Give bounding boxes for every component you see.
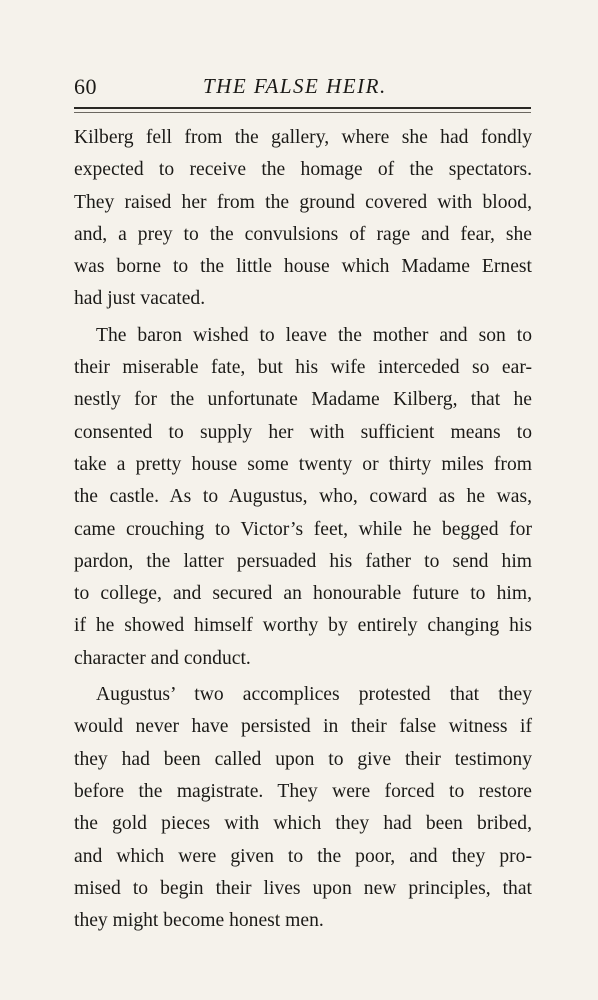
- text-line: came crouching to Victor’s feet, while he begged for: [74, 518, 532, 540]
- text-line: the gold pieces with which they had been bribed,: [74, 813, 532, 835]
- text-line: Kilberg fell from the gallery, where she had fondly: [74, 127, 532, 148]
- text-line: expected to receive the homage of the spectators.: [74, 159, 532, 181]
- body-text: [74, 122, 532, 937]
- text-line: mised to begin their lives upon new principles, that: [74, 877, 532, 899]
- text-line: to college, and secured an honourable future to him,: [74, 583, 532, 605]
- text-line: they might become honest men.: [74, 910, 324, 932]
- text-line: was borne to the little house which Madame Ernest: [74, 256, 532, 278]
- running-head: THE FALSE HEIR.: [203, 74, 387, 98]
- header-rule: [74, 107, 531, 109]
- header-rule-thin: [74, 112, 531, 113]
- text-line: the castle. As to Augustus, who, coward as he was,: [74, 486, 532, 508]
- text-line: They raised her from the ground covered with blood,: [74, 191, 532, 213]
- text-line: pardon, the latter persuaded his father to send him: [74, 550, 532, 572]
- text-line: their miserable fate, but his wife interceded so ear-: [74, 357, 532, 379]
- paragraph: [74, 679, 532, 937]
- text-line: and which were given to the poor, and they pro-: [74, 845, 532, 867]
- text-line: The baron wished to leave the mother and son to: [96, 324, 532, 346]
- text-line: consented to supply her with sufficient means to: [74, 421, 532, 443]
- text-line: had just vacated.: [74, 288, 206, 310]
- text-line: if he showed himself worthy by entirely changing his: [74, 615, 532, 637]
- page-number: 60: [74, 74, 97, 99]
- text-line: and, a prey to the convulsions of rage and fear, she: [74, 223, 532, 245]
- text-line: Augustus’ two accomplices protested that they: [96, 684, 532, 706]
- text-line: would never have persisted in their false witness if: [74, 716, 532, 738]
- text-line: they had been called upon to give their testimony: [74, 748, 532, 770]
- text-line: character and conduct.: [74, 647, 251, 669]
- text-line: nestly for the unfortunate Madame Kilberg, that he: [74, 389, 532, 411]
- text-line: before the magistrate. They were forced to restore: [74, 780, 532, 802]
- text-line: take a pretty house some twenty or thirty miles from: [74, 453, 532, 475]
- paragraph: [74, 122, 532, 316]
- paragraph: [74, 320, 532, 675]
